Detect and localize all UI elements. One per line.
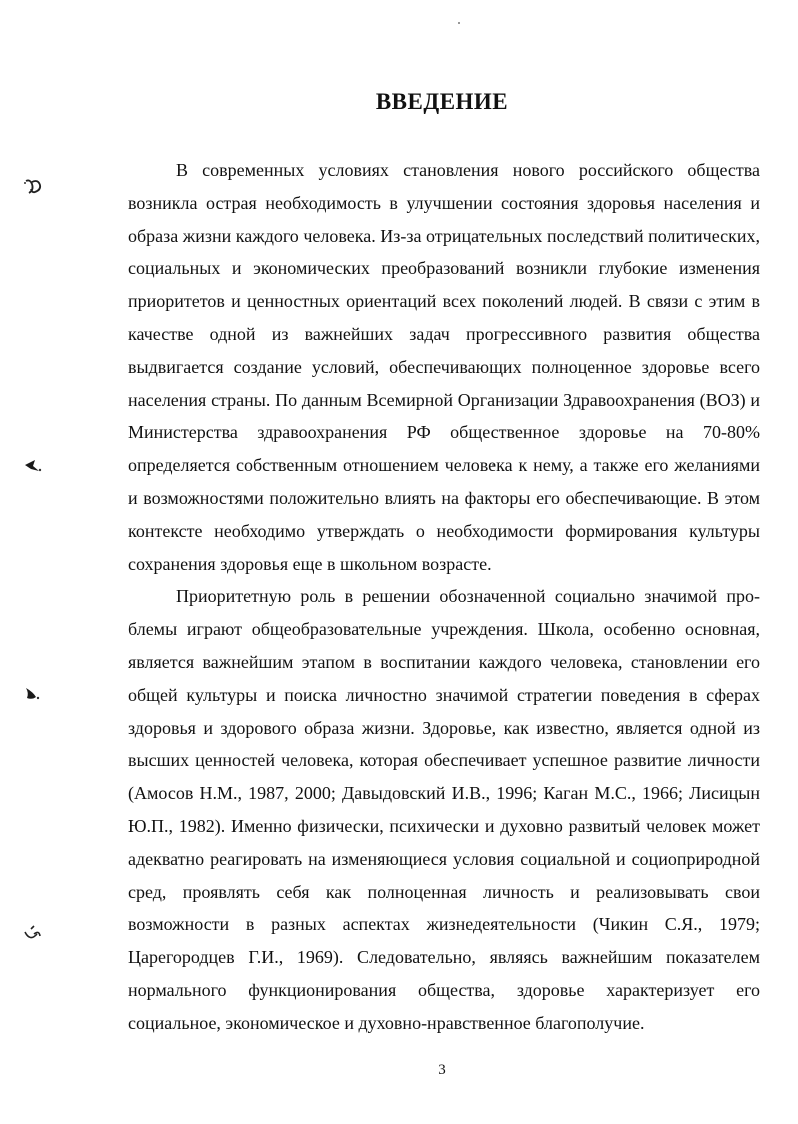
body-text: [128, 154, 760, 1040]
paragraph-2: Приоритетную роль в решении обозначенной социально значимой проблемы играют общеобразовательные учреждения. Школа, особенно основная, является важнейшим этапом в воспитании каждого человека, становлении его общей культуры и поиска личностно значимой стратегии поведения в сферах здоровья и здорового образа жизни. Здоровье, как известно, является одной из высших ценностей человека, которая обеспечивает успешное развитие личности (Амосов Н.М., 1987, 2000; Давыдовский И.В., 1996; Каган М.С., 1966; Лисицын Ю.П., 1982). Именно физически, психически и духовно развитый человек может адекватно реагировать на изменяющиеся условия социальной и социоприродной сред, проявлять себя как полноценная личность и реализовывать свои возможности в разных аспектах жизнедеятельности (Чикин С.Я., 1979; Царегородцев Г.И., 1969). Следовательно, являясь важнейшим показателем нормального функционирования общества, здоровье характеризует его социальное, экономическое и духовно-нравственное благополучие.: [128, 586, 760, 1033]
scan-margin-mark-icon: [22, 455, 44, 477]
page-number: 3: [438, 1062, 446, 1078]
scan-speck: [458, 22, 460, 24]
scan-margin-mark-icon: [22, 176, 44, 198]
scan-margin-mark-icon: [22, 924, 44, 946]
paragraph-1: В современных условиях становления нового российского общества возникла острая необходимость в улучшении состояния здоровья населения и образа жизни каждого человека. Из-за отрицательных последствий политических, социальных и экономических преобразований возникли глубокие изменения приоритетов и ценностных ориентаций всех поколений людей. В связи с этим в качестве одной из важнейших задач прогрессивного развития общества выдвигается создание условий, обеспечивающих полноценное здоровье всего населения страны. По данным Всемирной Организации Здравоохранения (ВОЗ) и Министерства здравоохранения РФ общественное здоровье на 70-80% определяется собственным отношением человека к нему, а также его желаниями и возможностями положительно влиять на факторы его обеспечивающие. В этом контексте необходимо утверждать о необходимости формирования культуры сохранения здоровья еще в школьном возрасте.: [128, 160, 760, 574]
page-heading: ВВЕДЕНИЕ: [375, 89, 509, 115]
scan-margin-mark-icon: [22, 684, 44, 706]
